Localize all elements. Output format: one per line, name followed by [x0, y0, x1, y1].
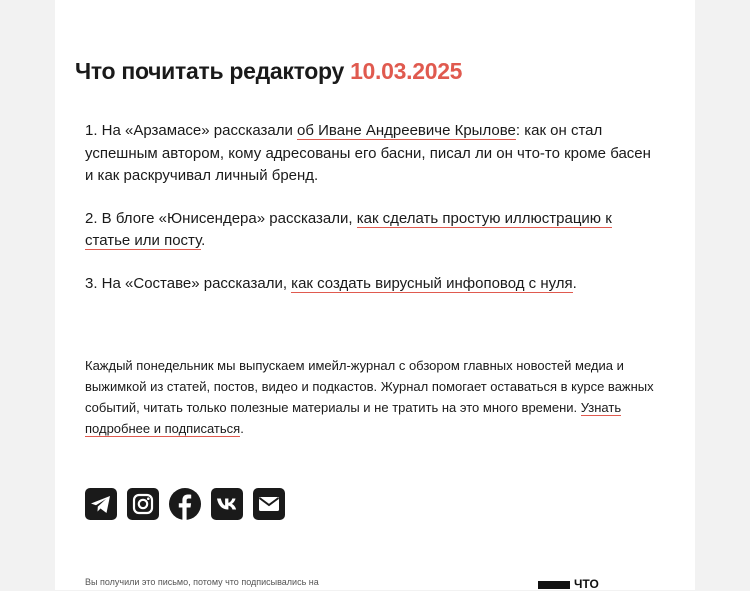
list-item [85, 273, 655, 296]
list-item [85, 120, 655, 188]
item-link[interactable]: об Иване Андреевиче Крылове [297, 122, 516, 139]
logo [538, 577, 599, 591]
item-text: . [572, 274, 577, 292]
subscribe-link[interactable]: Узнать подробнее и подписаться [85, 400, 622, 436]
instagram-icon[interactable] [127, 488, 159, 520]
footer-note: Вы получили это письмо, потому что подписывались на [85, 577, 319, 587]
social-links [85, 488, 285, 520]
item-text: 3. На «Составе» рассказали, [85, 274, 292, 292]
title-date: 10.03.2025 [350, 58, 463, 84]
item-link[interactable]: как сделать простую иллюстрацию к статье или посту [85, 209, 612, 249]
logo-bar [538, 581, 570, 589]
email-icon[interactable] [253, 488, 285, 520]
about-end: . [240, 421, 244, 436]
reading-list [85, 120, 655, 315]
item-text: . [201, 232, 206, 249]
logo-text: ЧТО [574, 577, 599, 591]
facebook-icon[interactable] [169, 488, 201, 520]
item-link[interactable]: как создать вирусный инфоповод с нуля [291, 274, 573, 292]
telegram-icon[interactable] [85, 488, 117, 520]
about-paragraph [85, 355, 665, 439]
item-text: 2. В блоге «Юнисендера» рассказали, [85, 209, 357, 227]
item-text: 1. На «Арзамасе» рассказали [85, 122, 298, 139]
email-body [55, 0, 695, 590]
item-text: : как он стал успешным автором, кому адресованы его басни, писал ли он что-то кроме басен и как раскручивал личный бренд. [85, 122, 651, 184]
list-item [85, 208, 655, 253]
about-text: Каждый понедельник мы выпускаем имейл-журнал с обзором главных новостей медиа и выжимкой из статей, постов, видео и подкастов. Журнал помогает оставаться в курсе важных событий, читать только полезные материалы и не тратить на это много времени. [85, 358, 654, 415]
page-title [75, 58, 462, 85]
title-text: Что почитать редактору [75, 58, 344, 84]
vk-icon[interactable] [211, 488, 243, 520]
